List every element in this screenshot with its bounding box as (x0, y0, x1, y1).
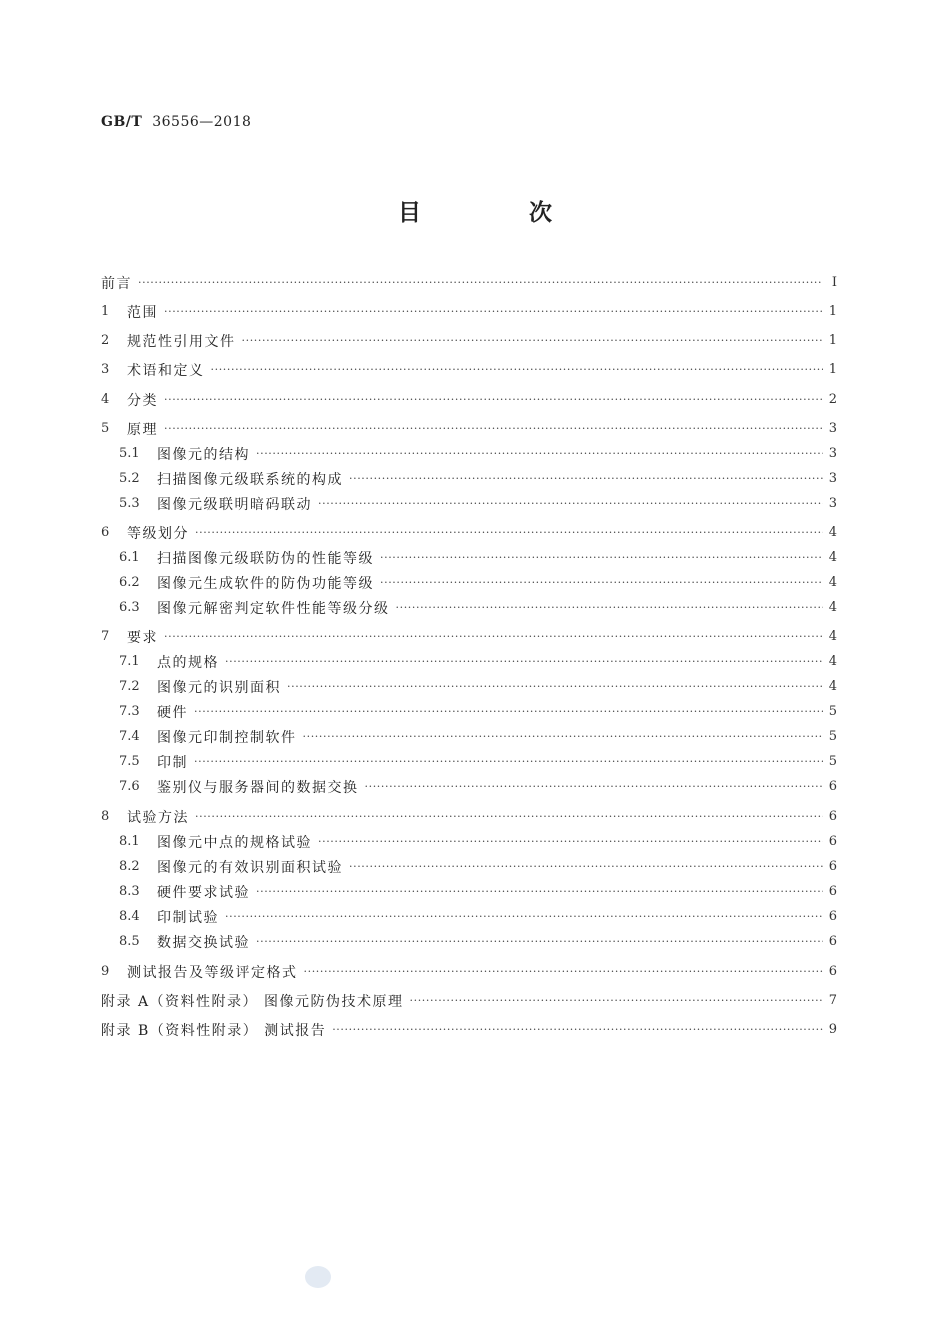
toc-entry-label: 印制 (157, 754, 188, 771)
toc-entry-number: 7.1 (119, 654, 140, 669)
toc-entry-number: 6.3 (119, 600, 140, 615)
toc-entry-label: 规范性引用文件 (127, 333, 236, 350)
toc-entry[interactable] (119, 595, 837, 620)
toc-entry-page: 4 (828, 654, 837, 669)
toc-entry-label: 印制试验 (157, 909, 219, 926)
toc-leader-dots (138, 276, 823, 290)
toc-leader-dots (380, 551, 823, 565)
toc-entry-label: 硬件要求试验 (157, 884, 250, 901)
toc-entry[interactable] (101, 1017, 837, 1042)
page-title: 目 次 (397, 200, 602, 226)
watermark-logo (305, 1266, 331, 1288)
toc-entry-label: 图像元的识别面积 (157, 679, 281, 696)
toc-entry-number: 5 (101, 421, 110, 436)
toc-entry[interactable] (119, 724, 837, 749)
toc-entry-number: 7.6 (119, 779, 140, 794)
toc-leader-dots (194, 755, 823, 769)
toc-entry[interactable] (119, 545, 837, 570)
toc-entry[interactable] (119, 491, 837, 516)
toc-leader-dots (304, 965, 823, 979)
toc-entry[interactable] (101, 357, 837, 382)
toc-entry-label: 图像元级联明暗码联动 (157, 496, 312, 513)
toc-entry[interactable] (101, 387, 837, 412)
toc-entry[interactable] (101, 988, 837, 1013)
toc-entry-page: 3 (828, 446, 837, 461)
toc-entry[interactable] (101, 520, 837, 545)
toc-entry-page: 9 (828, 1022, 837, 1037)
toc-leader-dots (349, 472, 823, 486)
toc-entry-label: 扫描图像元级联防伪的性能等级 (157, 550, 374, 567)
toc-entry-page: 1 (828, 304, 837, 319)
toc-entry-label: 硬件 (157, 704, 188, 721)
toc-entry-label: 范围 (127, 304, 158, 321)
toc-entry-label: 图像元的结构 (157, 446, 250, 463)
toc-leader-dots (211, 363, 823, 377)
toc-entry[interactable] (119, 466, 837, 491)
toc-entry-number: 9 (101, 964, 110, 979)
toc-entry-number: 8.3 (119, 884, 140, 899)
toc-entry-page: 5 (828, 754, 837, 769)
toc-entry-page: 6 (828, 964, 837, 979)
toc-entry-number: 5.2 (119, 471, 140, 486)
toc-entry-label: 扫描图像元级联系统的构成 (157, 471, 343, 488)
toc-entry-number: 6.1 (119, 550, 140, 565)
toc-entry-label: 图像元的有效识别面积试验 (157, 859, 343, 876)
toc-entry[interactable] (101, 959, 837, 984)
toc-entry[interactable] (119, 774, 837, 799)
toc-entry-page: 6 (828, 779, 837, 794)
toc-entry[interactable] (119, 441, 837, 466)
toc-entry-number: 7.3 (119, 704, 140, 719)
toc-entry-number: 5.3 (119, 496, 140, 511)
toc-entry-page: 6 (828, 934, 837, 949)
toc-entry[interactable] (101, 804, 837, 829)
toc-leader-dots (225, 655, 823, 669)
toc-entry-number: 5.1 (119, 446, 140, 461)
standard-number: 36556—2018 (152, 114, 252, 130)
toc-entry[interactable] (119, 829, 837, 854)
toc-entry-number: 4 (101, 392, 110, 407)
toc-entry-number: 8.5 (119, 934, 140, 949)
toc-entry-label: 测试报告及等级评定格式 (127, 964, 298, 981)
toc-entry-label: 分类 (127, 392, 158, 409)
toc-entry-label: 图像元中点的规格试验 (157, 834, 312, 851)
toc-leader-dots (332, 1023, 823, 1037)
toc-entry-label: 图像元生成软件的防伪功能等级 (157, 575, 374, 592)
toc-leader-dots (164, 630, 823, 644)
toc-leader-dots (396, 601, 823, 615)
toc-entry-page: 4 (828, 629, 837, 644)
toc-entry[interactable] (119, 649, 837, 674)
toc-leader-dots (349, 860, 823, 874)
toc-entry-page: 4 (828, 550, 837, 565)
toc-leader-dots (287, 680, 823, 694)
toc-entry-label: 数据交换试验 (157, 934, 250, 951)
toc-leader-dots (195, 810, 823, 824)
toc-entry-number: 8 (101, 809, 110, 824)
toc-entry-page: 7 (828, 993, 837, 1008)
toc-entry-page: 5 (828, 704, 837, 719)
toc-entry-page: 6 (828, 884, 837, 899)
toc-entry-label: 附录 B（资料性附录） 测试报告 (101, 1022, 327, 1039)
toc-leader-dots (365, 780, 823, 794)
toc-entry-page: 4 (828, 679, 837, 694)
toc-entry-number: 8.4 (119, 909, 140, 924)
toc-entry[interactable] (119, 904, 837, 929)
toc-entry[interactable] (119, 699, 837, 724)
toc-entry-number: 6 (101, 525, 110, 540)
toc-entry-number: 2 (101, 333, 110, 348)
toc-entry-page: 5 (828, 729, 837, 744)
toc-entry-page: 4 (828, 575, 837, 590)
toc-entry-label: 鉴别仪与服务器间的数据交换 (157, 779, 359, 796)
toc-leader-dots (256, 935, 823, 949)
toc-entry[interactable] (101, 270, 837, 295)
toc-entry-page: 4 (828, 600, 837, 615)
toc-entry[interactable] (119, 879, 837, 904)
toc-entry-number: 7 (101, 629, 110, 644)
toc-entry[interactable] (101, 299, 837, 324)
toc-leader-dots (318, 835, 823, 849)
toc-entry-label: 点的规格 (157, 654, 219, 671)
toc-entry[interactable] (119, 570, 837, 595)
toc-leader-dots (256, 447, 823, 461)
toc-leader-dots (256, 885, 823, 899)
toc-entry-label: 试验方法 (127, 809, 189, 826)
standard-prefix: GB/T (101, 114, 143, 130)
toc-leader-dots (303, 730, 823, 744)
toc-leader-dots (195, 526, 823, 540)
toc-entry-number: 8.2 (119, 859, 140, 874)
toc-entry-page: 6 (828, 909, 837, 924)
toc-entry-label: 术语和定义 (127, 362, 205, 379)
toc-leader-dots (164, 305, 823, 319)
toc-entry-page: 3 (828, 496, 837, 511)
toc-entry-page: 3 (828, 471, 837, 486)
toc-entry-page: 1 (828, 333, 837, 348)
toc-entry-number: 7.2 (119, 679, 140, 694)
toc-entry[interactable] (119, 749, 837, 774)
toc-entry-label: 等级划分 (127, 525, 189, 542)
toc-entry-page: 3 (828, 421, 837, 436)
toc-entry-label: 图像元印制控制软件 (157, 729, 297, 746)
toc-leader-dots (410, 994, 823, 1008)
toc-entry-page: 4 (828, 525, 837, 540)
toc-entry-number: 3 (101, 362, 110, 377)
toc-entry[interactable] (101, 624, 837, 649)
toc-entry-label: 原理 (127, 421, 158, 438)
toc-entry[interactable] (119, 674, 837, 699)
toc-entry-page: 1 (828, 362, 837, 377)
toc-leader-dots (164, 422, 823, 436)
toc-entry-page: 6 (828, 834, 837, 849)
toc-entry-label: 前言 (101, 275, 132, 292)
toc-entry-number: 8.1 (119, 834, 140, 849)
toc-entry-number: 6.2 (119, 575, 140, 590)
standard-code (101, 114, 251, 130)
toc-entry[interactable] (101, 416, 837, 441)
toc-entry-page: 2 (828, 392, 837, 407)
toc-entry[interactable] (119, 929, 837, 954)
toc-entry[interactable] (119, 854, 837, 879)
toc-entry-label: 附录 A（资料性附录） 图像元防伪技术原理 (101, 993, 404, 1010)
toc-leader-dots (164, 393, 823, 407)
toc-entry[interactable] (101, 328, 837, 353)
toc-entry-page: Ⅰ (831, 275, 837, 290)
toc-leader-dots (318, 497, 823, 511)
toc-entry-label: 要求 (127, 629, 158, 646)
toc-entry-label: 图像元解密判定软件性能等级分级 (157, 600, 390, 617)
toc-entry-page: 6 (828, 809, 837, 824)
toc-leader-dots (225, 910, 823, 924)
toc-leader-dots (242, 334, 823, 348)
toc-leader-dots (380, 576, 823, 590)
toc-entry-page: 6 (828, 859, 837, 874)
toc-leader-dots (194, 705, 823, 719)
toc-entry-number: 7.4 (119, 729, 140, 744)
toc-entry-number: 1 (101, 304, 110, 319)
toc-entry-number: 7.5 (119, 754, 140, 769)
